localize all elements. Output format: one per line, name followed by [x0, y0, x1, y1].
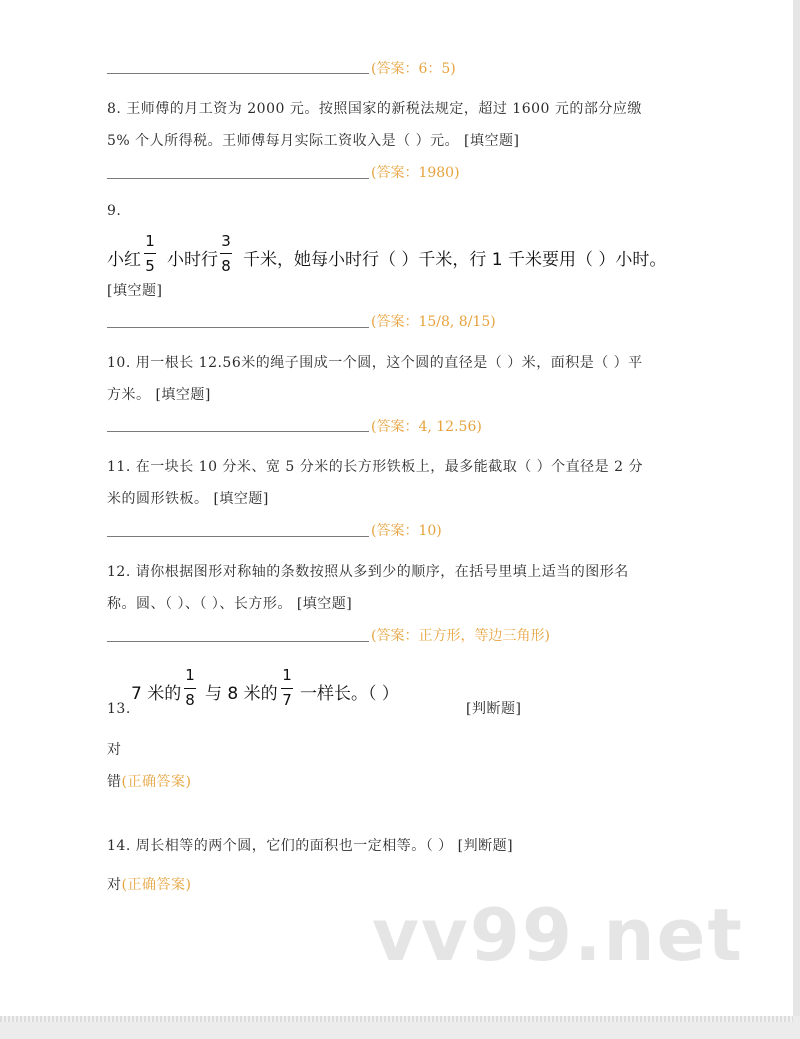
question-12-line1: 12. 请你根据图形对称轴的条数按照从多到少的顺序，在括号里填上适当的图形名 [107, 564, 629, 580]
question-10-line2: 方米。 [填空题] [107, 387, 211, 403]
answer-line [107, 73, 369, 74]
fraction-numerator: 3 [221, 232, 231, 250]
option-false[interactable] [107, 771, 191, 791]
question-8-line1: 8. 王师傅的月工资为 2000 元。按照国家的新税法规定，超过 1600 元的部分应缴 [107, 101, 642, 117]
answer-text: (答案：15/8, 8/15) [371, 314, 496, 330]
option-true[interactable] [107, 874, 191, 894]
answer-line [107, 536, 369, 537]
answer-line [107, 327, 369, 328]
answer-line [107, 178, 369, 179]
option-label: 错 [107, 774, 122, 790]
question-9-text3: 千米，她每小时行（ ）千米，行 1 千米要用（ ）小时。 [243, 250, 667, 270]
option-label: 对 [107, 877, 122, 893]
option-true[interactable]: 对 [107, 742, 122, 758]
answer-text: (答案：正方形，等边三角形) [371, 628, 550, 644]
fraction-bar [220, 253, 232, 254]
answer-line [107, 641, 369, 642]
question-13-text2: 与 8 米的 [205, 684, 278, 704]
question-type: [判断题] [466, 701, 522, 717]
fraction-numerator: 1 [282, 666, 292, 684]
question-9-number: 9. [107, 203, 122, 219]
fraction-denominator: 5 [145, 257, 155, 275]
fraction-numerator: 1 [145, 232, 155, 250]
question-13-text3: 一样长。（ ） [300, 684, 399, 704]
answer-text: (答案：10) [371, 523, 442, 539]
question-12-line2: 称。圆、（ ）、（ ）、长方形。 [填空题] [107, 596, 353, 612]
question-14-line1: 14. 周长相等的两个圆，它们的面积也一定相等。（ ） [判断题] [107, 838, 514, 854]
page-edge-right [793, 0, 800, 1039]
fraction-denominator: 8 [185, 691, 195, 709]
question-13-text1: 7 米的 [131, 684, 182, 704]
question-8-line2: 5% 个人所得税。王师傅每月实际工资收入是（ ）元。 [填空题] [107, 133, 520, 149]
answer-text: (答案：4, 12.56) [371, 419, 482, 435]
correct-answer-mark: (正确答案) [121, 774, 192, 790]
fraction-bar [144, 253, 156, 254]
question-9-text1: 小红 [107, 250, 141, 270]
question-9-text2: 小时行 [167, 250, 218, 270]
question-10-line1: 10. 用一根长 12.56米的绳子围成一个圆，这个圆的直径是（ ）米，面积是（ ）平 [107, 355, 643, 371]
question-11-line1: 11. 在一块长 10 分米、宽 5 分米的长方形铁板上，最多能截取（ ）个直径是 2 分 [107, 459, 643, 475]
fraction-denominator: 7 [282, 691, 292, 709]
fraction-numerator: 1 [185, 666, 195, 684]
question-type: [填空题] [107, 283, 163, 299]
answer-line [107, 431, 369, 432]
fraction-denominator: 8 [221, 257, 231, 275]
correct-answer-mark: (正确答案) [121, 877, 192, 893]
question-11-line2: 米的圆形铁板。 [填空题] [107, 491, 269, 507]
fraction-bar [184, 688, 196, 689]
question-13-number: 13. [107, 701, 131, 717]
page-edge-shadow [0, 1016, 793, 1022]
watermark: vv99.net [372, 893, 744, 977]
answer-text: (答案：1980) [371, 165, 460, 181]
answer-text: (答案：6：5) [371, 61, 456, 77]
fraction-bar [281, 688, 293, 689]
